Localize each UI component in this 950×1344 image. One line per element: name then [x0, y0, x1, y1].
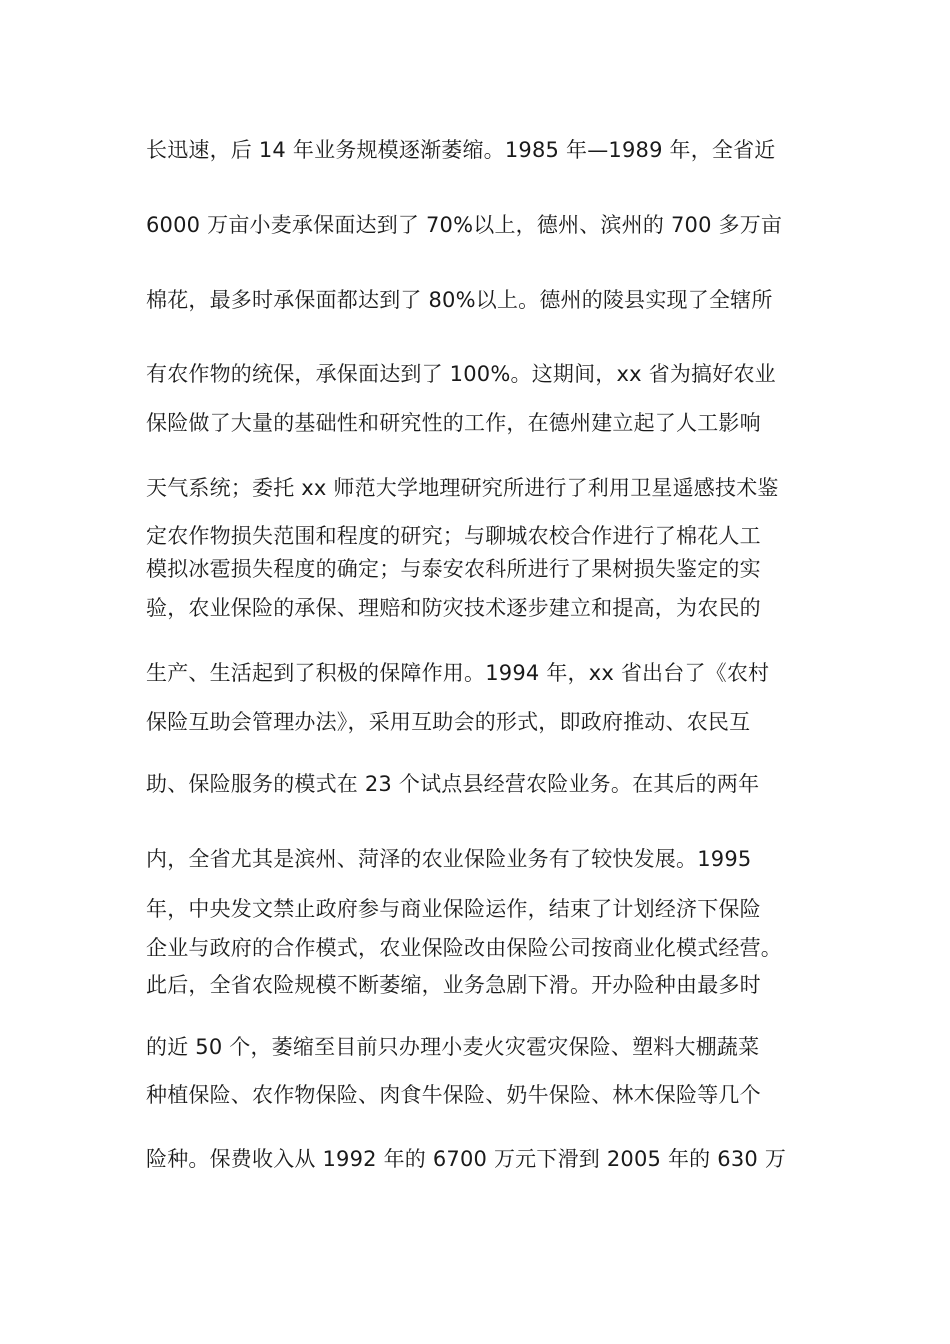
text-line: 年，中央发文禁止政府参与商业保险运作，结束了计划经济下保险	[146, 897, 761, 921]
text-line: 验，农业保险的承保、理赔和防灾技术逐步建立和提高，为农民的	[146, 596, 761, 620]
text-line: 的近 50 个，萎缩至目前只办理小麦火灾雹灾保险、塑料大棚蔬菜	[146, 1035, 760, 1059]
text-line: 助、保险服务的模式在 23 个试点县经营农险业务。在其后的两年	[146, 772, 760, 796]
text-line: 模拟冰雹损失程度的确定；与泰安农科所进行了果树损失鉴定的实	[146, 557, 761, 581]
text-line: 企业与政府的合作模式，农业保险改由保险公司按商业化模式经营。	[146, 936, 782, 960]
text-line: 险种。保费收入从 1992 年的 6700 万元下滑到 2005 年的 630 万	[146, 1147, 787, 1171]
text-line: 长迅速，后 14 年业务规模逐渐萎缩。1985 年—1989 年，全省近	[146, 138, 776, 162]
text-line: 生产、生活起到了积极的保障作用。1994 年，xx 省出台了《农村	[146, 661, 770, 685]
text-line: 6000 万亩小麦承保面达到了 70%以上，德州、滨州的 700 多万亩	[146, 213, 783, 237]
text-line: 种植保险、农作物保险、肉食牛保险、奶牛保险、林木保险等几个	[146, 1083, 761, 1107]
text-line: 天气系统；委托 xx 师范大学地理研究所进行了利用卫星遥感技术鉴	[146, 476, 779, 500]
text-line: 有农作物的统保，承保面达到了 100%。这期间，xx 省为搞好农业	[146, 362, 776, 386]
text-line: 保险做了大量的基础性和研究性的工作，在德州建立起了人工影响	[146, 411, 761, 435]
text-line: 保险互助会管理办法》，采用互助会的形式，即政府推动、农民互	[146, 710, 751, 734]
text-line: 内，全省尤其是滨州、菏泽的农业保险业务有了较快发展。1995	[146, 847, 752, 871]
text-line: 定农作物损失范围和程度的研究；与聊城农校合作进行了棉花人工	[146, 524, 761, 548]
text-line: 此后，全省农险规模不断萎缩，业务急剧下滑。开办险种由最多时	[146, 973, 761, 997]
text-line: 棉花，最多时承保面都达到了 80%以上。德州的陵县实现了全辖所	[146, 288, 773, 312]
